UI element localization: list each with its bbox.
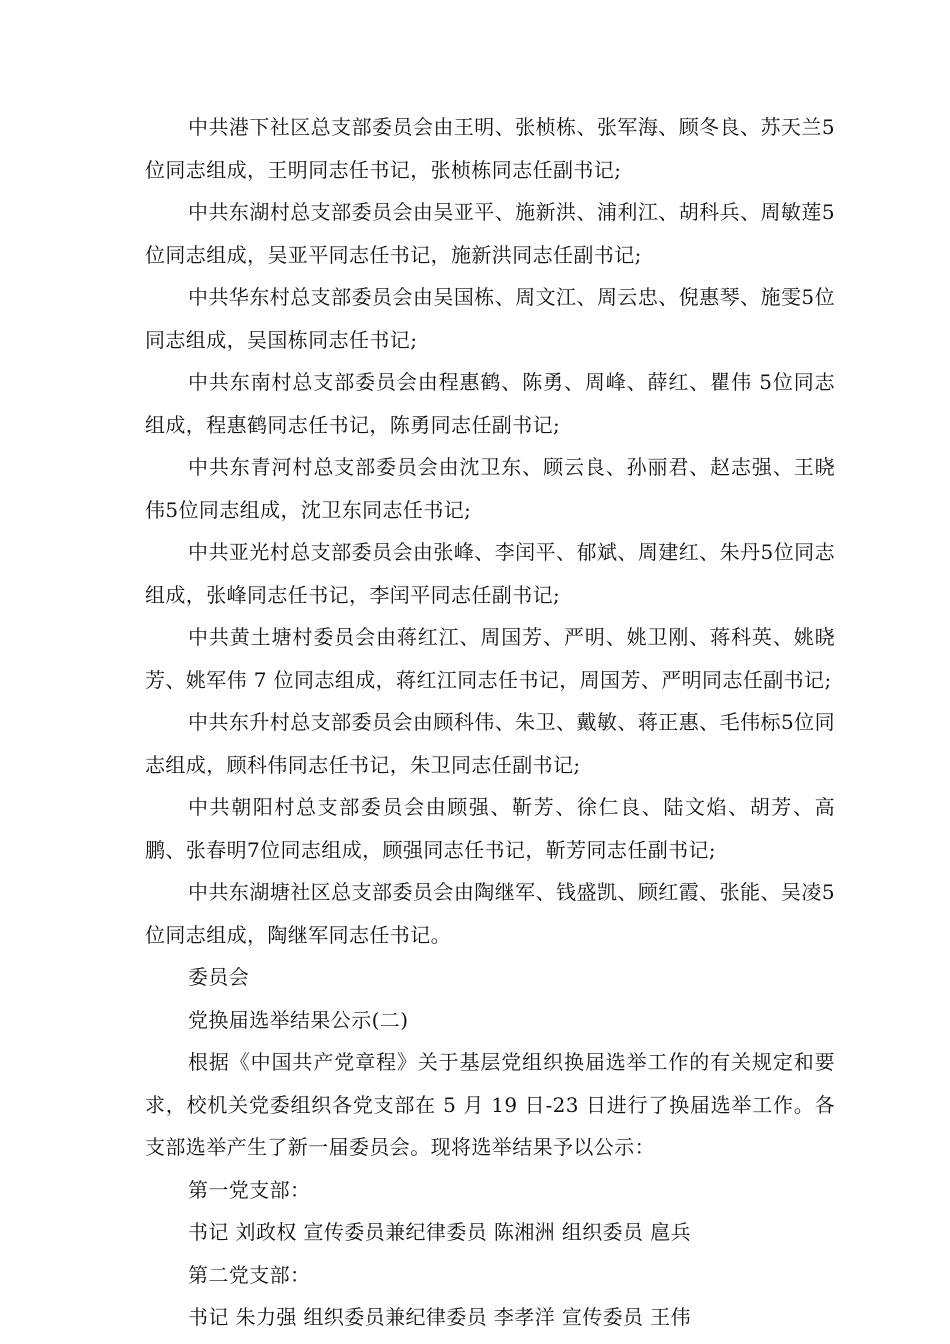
branch-1-members: 书记 刘政权 宣传委员兼纪律委员 陈湘洲 组织委员 扈兵 bbox=[188, 1220, 691, 1244]
paragraph-dongqinghe: 中共东青河村总支部委员会由沈卫东、顾云良、孙丽君、赵志强、王晓伟5位同志组成，沈卫东同志任书记; bbox=[145, 455, 835, 522]
paragraph-dongnan: 中共东南村总支部委员会由程惠鹤、陈勇、周峰、薛红、瞿伟 5位同志组成，程惠鹤同志任书记，陈勇同志任副书记; bbox=[145, 370, 835, 437]
document-body bbox=[145, 106, 835, 1339]
paragraph-intro: 根据《中国共产党章程》关于基层党组织换届选举工作的有关规定和要求，校机关党委组织各党支部在 5 月 19 日-23 日进行了换届选举工作。各支部选举产生了新一届委员会。现将选举结果予以公示： bbox=[145, 1050, 835, 1159]
paragraph-donghu: 中共东湖村总支部委员会由吴亚平、施新洪、浦利江、胡科兵、周敏莲5位同志组成，吴亚平同志任书记，施新洪同志任副书记; bbox=[145, 200, 835, 267]
branch-2-heading: 第二党支部： bbox=[188, 1262, 311, 1287]
paragraph-yaguang: 中共亚光村总支部委员会由张峰、李闰平、郁斌、周建红、朱丹5位同志组成，张峰同志任书记，李闰平同志任副书记; bbox=[145, 540, 835, 607]
paragraph-huadong: 中共华东村总支部委员会由吴国栋、周文江、周云忠、倪惠琴、施雯5位同志组成，吴国栋同志任书记; bbox=[145, 285, 835, 352]
paragraph-gangxia: 中共港下社区总支部委员会由王明、张桢栋、张军海、顾冬良、苏天兰5位同志组成，王明同志任书记，张桢栋同志任副书记; bbox=[145, 115, 835, 182]
paragraph-dongsheng: 中共东升村总支部委员会由顾科伟、朱卫、戴敏、蒋正惠、毛伟标5位同志组成，顾科伟同志任书记，朱卫同志任副书记; bbox=[145, 710, 835, 777]
heading-committee: 委员会 bbox=[188, 965, 250, 989]
paragraph-huangtutang: 中共黄土塘村委员会由蒋红江、周国芳、严明、姚卫刚、蒋科英、姚晓芳、姚军伟 7 位同志组成，蒋红江同志任书记，周国芳、严明同志任副书记; bbox=[145, 625, 835, 692]
heading-election-results: 党换届选举结果公示(二) bbox=[188, 1007, 409, 1032]
branch-1-heading: 第一党支部： bbox=[188, 1177, 311, 1202]
paragraph-chaoyang: 中共朝阳村总支部委员会由顾强、靳芳、徐仁良、陆文焰、胡芳、高鹏、张春明7位同志组成，顾强同志任书记，靳芳同志任副书记; bbox=[145, 795, 835, 862]
branch-2-members: 书记 朱力强 组织委员兼纪律委员 李孝洋 宣传委员 王伟 bbox=[188, 1305, 691, 1329]
paragraph-donghutang: 中共东湖塘社区总支部委员会由陶继军、钱盛凯、顾红霞、张能、吴凌5位同志组成，陶继军同志任书记。 bbox=[145, 880, 835, 947]
